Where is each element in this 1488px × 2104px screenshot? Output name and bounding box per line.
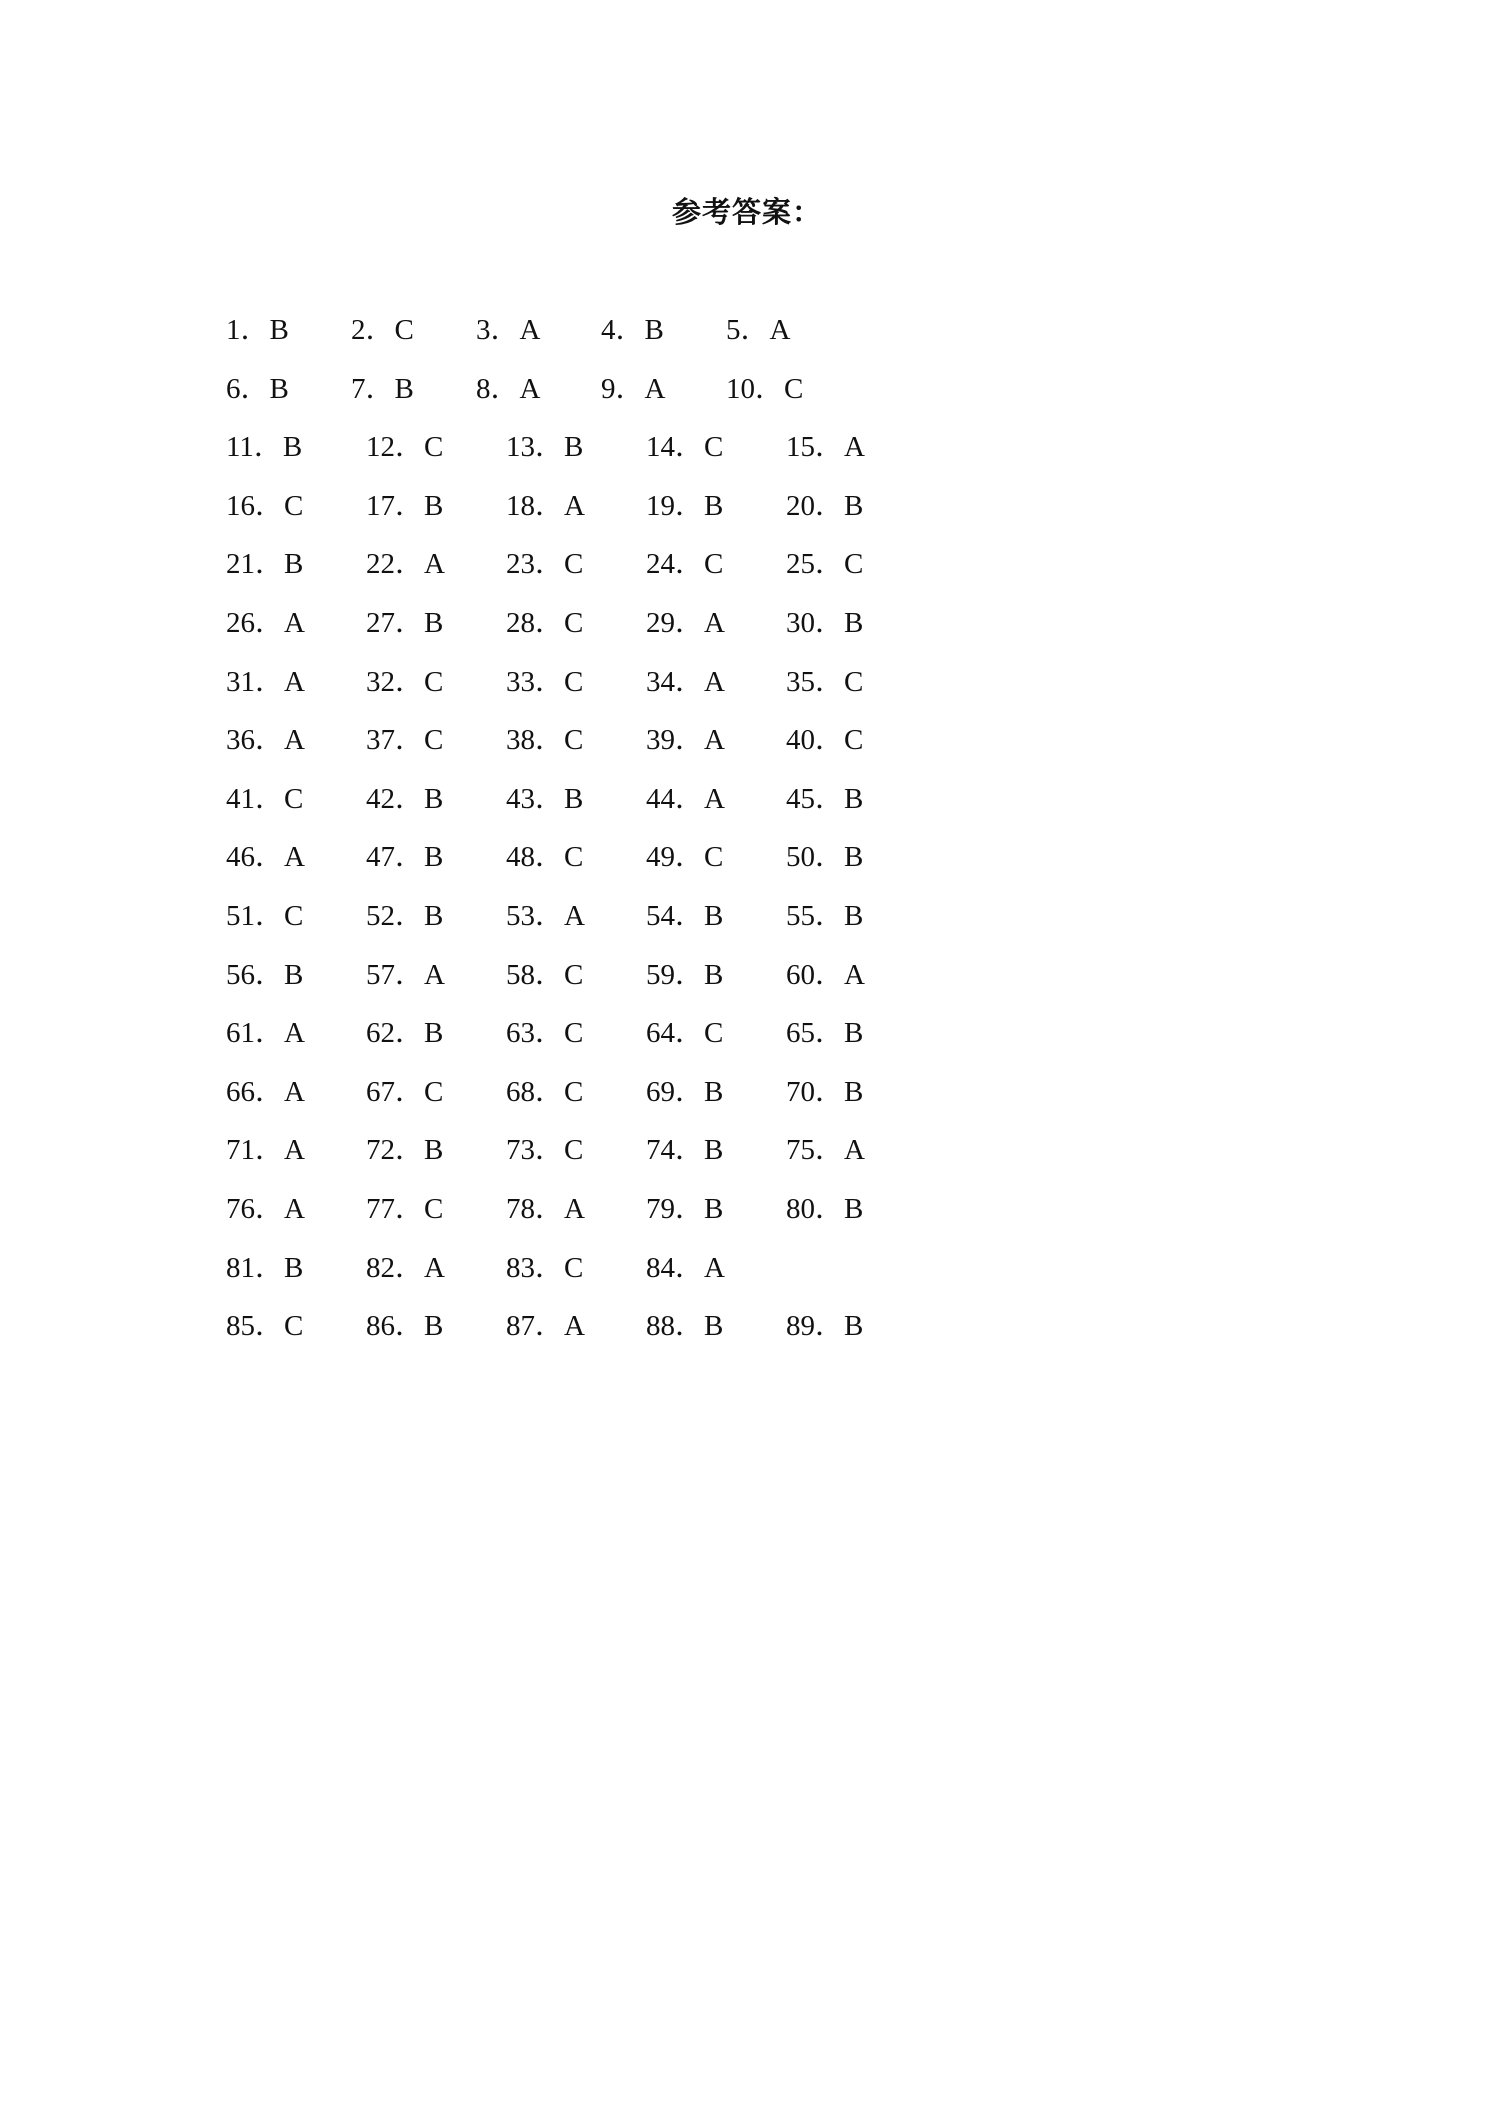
answer-item: 71．A bbox=[226, 1134, 305, 1167]
answer-item: 82．A bbox=[366, 1251, 445, 1284]
answer-item: 33．C bbox=[506, 665, 584, 698]
answer-item: 19．B bbox=[646, 489, 724, 522]
answer-item: 54．B bbox=[646, 899, 724, 932]
answer-item: 23．C bbox=[506, 548, 584, 581]
answer-item: 17．B bbox=[366, 489, 444, 522]
answer-item: 18．A bbox=[506, 489, 585, 522]
answer-item: 20．B bbox=[786, 489, 864, 522]
answer-item: 81．B bbox=[226, 1251, 304, 1284]
answer-item: 52．B bbox=[366, 899, 444, 932]
answer-item: 24．C bbox=[646, 548, 724, 581]
answer-item: 16．C bbox=[226, 489, 304, 522]
answer-item: 87．A bbox=[506, 1310, 585, 1343]
answer-item: 76．A bbox=[226, 1192, 305, 1225]
page-title: 参考答案： bbox=[672, 195, 823, 229]
answer-item: 53．A bbox=[506, 899, 585, 932]
answer-item: 89．B bbox=[786, 1310, 864, 1343]
answer-item: 86．B bbox=[366, 1310, 444, 1343]
answer-item: 70．B bbox=[786, 1075, 864, 1108]
answer-item: 21．B bbox=[226, 548, 304, 581]
answer-item: 15．A bbox=[786, 431, 865, 464]
answer-item: 42．B bbox=[366, 782, 444, 815]
answer-item: 5．A bbox=[726, 314, 791, 346]
answer-item: 83．C bbox=[506, 1251, 584, 1284]
answer-item: 46．A bbox=[226, 841, 305, 874]
answer-item: 28．C bbox=[506, 606, 584, 639]
answer-item: 8．A bbox=[476, 372, 541, 405]
answer-item: 44．A bbox=[646, 782, 725, 815]
answer-item: 78．A bbox=[506, 1192, 585, 1225]
answer-item: 51．C bbox=[226, 899, 304, 932]
answer-item: 29．A bbox=[646, 606, 725, 639]
answer-item: 39．A bbox=[646, 724, 725, 757]
answer-item: 68．C bbox=[506, 1075, 584, 1108]
answer-item: 49．C bbox=[646, 841, 724, 874]
answer-item: 36．A bbox=[226, 724, 305, 757]
answer-item: 25．C bbox=[786, 548, 864, 581]
answer-item: 50．B bbox=[786, 841, 864, 874]
answer-item: 2．C bbox=[351, 314, 414, 346]
answer-item: 74．B bbox=[646, 1134, 724, 1167]
answer-item: 41．C bbox=[226, 782, 304, 815]
answer-item: 6．B bbox=[226, 372, 289, 405]
answer-item: 37．C bbox=[366, 724, 444, 757]
answer-item: 59．B bbox=[646, 958, 724, 991]
answer-item: 58．C bbox=[506, 958, 584, 991]
answer-item: 32．C bbox=[366, 665, 444, 698]
answer-item: 79．B bbox=[646, 1192, 724, 1225]
answer-item: 66．A bbox=[226, 1075, 305, 1108]
answer-item: 3．A bbox=[476, 314, 541, 346]
answer-item: 30．B bbox=[786, 606, 864, 639]
answer-item: 57．A bbox=[366, 958, 445, 991]
answer-item: 7．B bbox=[351, 372, 414, 405]
answer-item: 77．C bbox=[366, 1192, 444, 1225]
answer-item: 13．B bbox=[506, 431, 584, 464]
answer-item: 26．A bbox=[226, 606, 305, 639]
answer-item: 64．C bbox=[646, 1017, 724, 1050]
answer-item: 62．B bbox=[366, 1017, 444, 1050]
answer-item: 88．B bbox=[646, 1310, 724, 1343]
answer-item: 67．C bbox=[366, 1075, 444, 1108]
answer-item: 40．C bbox=[786, 724, 864, 757]
answer-item: 43．B bbox=[506, 782, 584, 815]
answer-item: 84．A bbox=[646, 1251, 725, 1284]
answer-item: 60．A bbox=[786, 958, 865, 991]
answer-item: 9．A bbox=[601, 372, 666, 405]
answer-item: 48．C bbox=[506, 841, 584, 874]
answer-item: 61．A bbox=[226, 1017, 305, 1050]
answer-item: 11．B bbox=[226, 431, 303, 464]
answer-item: 1．B bbox=[226, 314, 289, 346]
answer-item: 38．C bbox=[506, 724, 584, 757]
answer-item: 27．B bbox=[366, 606, 444, 639]
answer-item: 80．B bbox=[786, 1192, 864, 1225]
answer-item: 45．B bbox=[786, 782, 864, 815]
answer-item: 14．C bbox=[646, 431, 724, 464]
answer-item: 69．B bbox=[646, 1075, 724, 1108]
answer-item: 35．C bbox=[786, 665, 864, 698]
answer-item: 4．B bbox=[601, 314, 664, 346]
answer-item: 12．C bbox=[366, 431, 444, 464]
answer-item: 22．A bbox=[366, 548, 445, 581]
answer-item: 34．A bbox=[646, 665, 725, 698]
answer-item: 47．B bbox=[366, 841, 444, 874]
answer-item: 63．C bbox=[506, 1017, 584, 1050]
answer-item: 31．A bbox=[226, 665, 305, 698]
answer-item: 72．B bbox=[366, 1134, 444, 1167]
answer-item: 75．A bbox=[786, 1134, 865, 1167]
answer-item: 73．C bbox=[506, 1134, 584, 1167]
answer-item: 10．C bbox=[726, 372, 804, 405]
answer-item: 65．B bbox=[786, 1017, 864, 1050]
answer-item: 85．C bbox=[226, 1310, 304, 1343]
answer-item: 56．B bbox=[226, 958, 304, 991]
answer-item: 55．B bbox=[786, 899, 864, 932]
